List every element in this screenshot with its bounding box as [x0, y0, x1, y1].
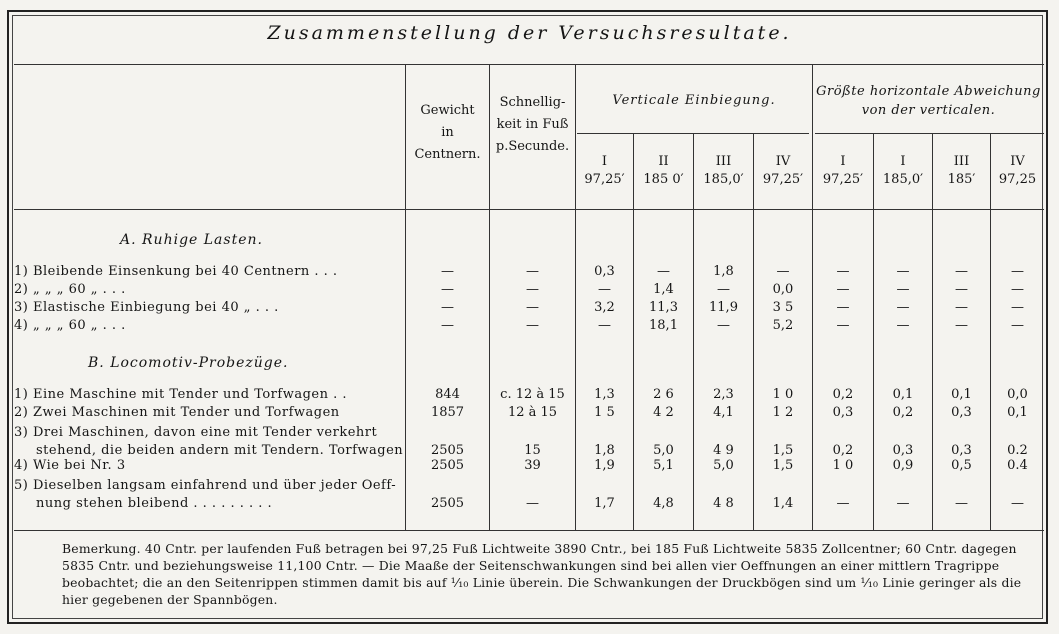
rule-table-bottom	[14, 530, 1044, 531]
row-b-3-cell: 4 9	[713, 443, 734, 458]
row-b-5-cell: 2505	[430, 496, 465, 511]
row-a-1-cell: —	[526, 264, 539, 279]
row-a-3-cell: —	[1011, 300, 1024, 315]
row-b-2-cell: 0,2	[892, 405, 914, 420]
row-b-4-label: 4) Wie bei Nr. 3	[14, 458, 126, 473]
header-verticale-einbiegung: Verticale Einbiegung.	[612, 93, 776, 108]
row-a-2-cell: 1,4	[653, 282, 674, 297]
row-a-3-label: 3) Elastische Einbiegung bei 40 „ . . .	[14, 300, 279, 315]
row-b-4-cell: 1,5	[772, 458, 794, 473]
row-a-1-cell: —	[1011, 264, 1024, 279]
row-b-4-cell: 1,9	[594, 458, 615, 473]
row-b-2-cell: 0,1	[1007, 405, 1028, 420]
row-a-1-cell: —	[776, 264, 790, 279]
row-a-2-cell: —	[836, 282, 850, 297]
row-a-4-cell: —	[1011, 318, 1024, 333]
row-b-4-cell: 0,9	[892, 458, 914, 473]
row-a-4-cell: —	[598, 318, 611, 333]
row-b-1-cell: 0,1	[892, 387, 914, 402]
row-a-2-label: 2) „ „ „ 60 „ . . .	[14, 282, 126, 297]
row-b-2-cell: 1857	[430, 405, 465, 420]
row-b-1-cell: 0,0	[1007, 387, 1028, 402]
row-b-4-cell: 1 0	[832, 458, 854, 473]
row-a-4-cell: —	[896, 318, 910, 333]
row-b-4-cell: 0.4	[1007, 458, 1028, 473]
row-b-1-cell: 844	[435, 387, 460, 402]
row-b-1-cell: c. 12 à 15	[500, 387, 565, 402]
row-b-1-cell: 2,3	[713, 387, 734, 402]
row-b-3-cell: 0,3	[892, 443, 914, 458]
row-a-1-cell: 1,8	[713, 264, 734, 279]
row-a-3-cell: —	[896, 300, 910, 315]
row-b-5-cell: 4,8	[653, 496, 674, 511]
row-b-1-cell: 1,3	[594, 387, 615, 402]
row-b-5-cell: —	[955, 496, 968, 511]
row-b-3-cell: 0,3	[951, 443, 972, 458]
row-a-3-cell: —	[955, 300, 968, 315]
row-b-2-label: 2) Zwei Maschinen mit Tender und Torfwagen	[14, 405, 340, 420]
row-a-4-cell: 18,1	[649, 318, 678, 333]
row-b-2-cell: 1 5	[594, 405, 615, 420]
subheader-col-2: II 185 0′	[643, 154, 684, 187]
row-b-1-cell: 1 0	[772, 387, 794, 402]
row-a-3-cell: —	[836, 300, 850, 315]
row-a-4-cell: —	[955, 318, 968, 333]
row-b-3-cell: 0,2	[832, 443, 854, 458]
row-a-2-cell: —	[717, 282, 730, 297]
rule-group-horizontal	[815, 133, 1044, 134]
row-a-3-cell: —	[526, 300, 539, 315]
row-a-4-cell: 5,2	[772, 318, 794, 333]
subheader-col-6: I 185,0′	[882, 154, 924, 187]
row-a-1-label: 1) Bleibende Einsenkung bei 40 Centnern . . .	[14, 264, 338, 279]
row-b-4-cell: 39	[524, 458, 541, 473]
row-b-2-cell: 4,1	[713, 405, 734, 420]
header-horizontale-abweichung: Größte horizontale Abweichung von der verticalen.	[816, 84, 1041, 118]
row-b-3-cell: 15	[524, 443, 541, 458]
row-b-3-cell: 1,8	[594, 443, 615, 458]
row-b-1-cell: 0,1	[951, 387, 972, 402]
row-b-5-cell: —	[1011, 496, 1024, 511]
row-b-5-cell: —	[526, 496, 539, 511]
row-a-4-cell: —	[836, 318, 850, 333]
page-title: Zusammenstellung der Versuchsresultate.	[267, 22, 792, 44]
row-b-5-label: nung stehen bleibend . . . . . . . . .	[36, 496, 273, 511]
row-b-5-cell: 1,7	[594, 496, 615, 511]
row-b-5-cell: 4 8	[713, 496, 734, 511]
header-gewicht: Gewicht in Centnern.	[414, 103, 481, 162]
row-b-3-cell: 1,5	[772, 443, 794, 458]
header-schnelligkeit: Schnellig- keit in Fuß p.Secunde.	[495, 95, 570, 154]
subheader-col-8: IV 97,25	[998, 154, 1037, 187]
row-a-4-cell: —	[441, 318, 454, 333]
row-b-3-label: 3) Drei Maschinen, davon eine mit Tender verkehrt	[14, 425, 378, 440]
row-b-1-cell: 2 6	[653, 387, 674, 402]
row-a-2-cell: 0,0	[772, 282, 794, 297]
row-a-3-cell: 3 5	[772, 300, 794, 315]
row-b-4-cell: 5,0	[713, 458, 734, 473]
row-b-5-label: 5) Dieselben langsam einfahrend und über jeder Oeff-	[14, 478, 397, 493]
row-a-1-cell: —	[441, 264, 454, 279]
remark-note: Bemerkung. 40 Cntr. per laufenden Fuß betragen bei 97,25 Fuß Lichtweite 3890 Cntr., bei 185 Fuß Lichtweite 5835 Zollcentner; 60 Cntr. dagegen 5835 Cntr. und beziehungsweise 11,100 Cntr. — Die Maaße der Seitenschwankungen sind bei allen vier Oeffnungen an einer mittlern Tragrippe beobachtet; die an den Seitenrippen stimmen damit bis auf ¹⁄₁₀ Linie überein. Die Schwankungen der Druckbögen sind um ¹⁄₁₀ Linie geringer als die hier gegebenen der Spannbögen.	[62, 541, 1022, 607]
row-a-2-cell: —	[896, 282, 910, 297]
row-b-2-cell: 1 2	[772, 405, 794, 420]
row-a-2-cell: —	[955, 282, 968, 297]
row-a-2-cell: —	[1011, 282, 1024, 297]
row-a-4-cell: —	[717, 318, 730, 333]
subheader-col-7: III 185′	[947, 154, 976, 187]
row-b-3-cell: 0.2	[1007, 443, 1028, 458]
row-b-1-cell: 0,2	[832, 387, 854, 402]
row-a-3-cell: 3,2	[594, 300, 615, 315]
row-b-4-cell: 5,1	[653, 458, 674, 473]
row-b-2-cell: 4 2	[653, 405, 674, 420]
row-a-3-cell: —	[441, 300, 454, 315]
row-a-2-cell: —	[598, 282, 611, 297]
row-b-3-label: stehend, die beiden andern mit Tendern. Torfwagen	[36, 443, 404, 458]
row-a-1-cell: —	[836, 264, 850, 279]
row-b-4-cell: 0,5	[951, 458, 972, 473]
row-b-5-cell: 1,4	[772, 496, 794, 511]
row-a-4-cell: —	[526, 318, 539, 333]
row-b-5-cell: —	[836, 496, 850, 511]
row-a-4-label: 4) „ „ „ 60 „ . . .	[14, 318, 126, 333]
subheader-col-1: I 97,25′	[584, 154, 625, 187]
subheader-col-5: I 97,25′	[822, 154, 864, 187]
rule-top	[14, 64, 1044, 65]
row-a-1-cell: —	[896, 264, 910, 279]
row-a-1-cell: 0,3	[594, 264, 615, 279]
row-a-1-cell: —	[657, 264, 670, 279]
rule-header-bottom	[14, 209, 1044, 210]
row-a-3-cell: 11,3	[649, 300, 678, 315]
row-a-2-cell: —	[526, 282, 539, 297]
section-b-heading: B. Locomotiv-Probezüge.	[88, 355, 289, 371]
subheader-col-4: IV 97,25′	[762, 154, 804, 187]
row-b-5-cell: —	[896, 496, 910, 511]
row-b-3-cell: 2505	[430, 443, 465, 458]
row-a-2-cell: —	[441, 282, 454, 297]
row-b-1-label: 1) Eine Maschine mit Tender und Torfwagen . .	[14, 387, 348, 402]
subheader-col-3: III 185,0′	[703, 154, 744, 187]
row-b-3-cell: 5,0	[653, 443, 674, 458]
row-b-2-cell: 0,3	[832, 405, 854, 420]
row-b-2-cell: 12 à 15	[507, 405, 558, 420]
row-a-1-cell: —	[955, 264, 968, 279]
section-a-heading: A. Ruhige Lasten.	[120, 232, 263, 248]
row-b-2-cell: 0,3	[951, 405, 972, 420]
row-b-4-cell: 2505	[430, 458, 465, 473]
row-a-3-cell: 11,9	[709, 300, 738, 315]
